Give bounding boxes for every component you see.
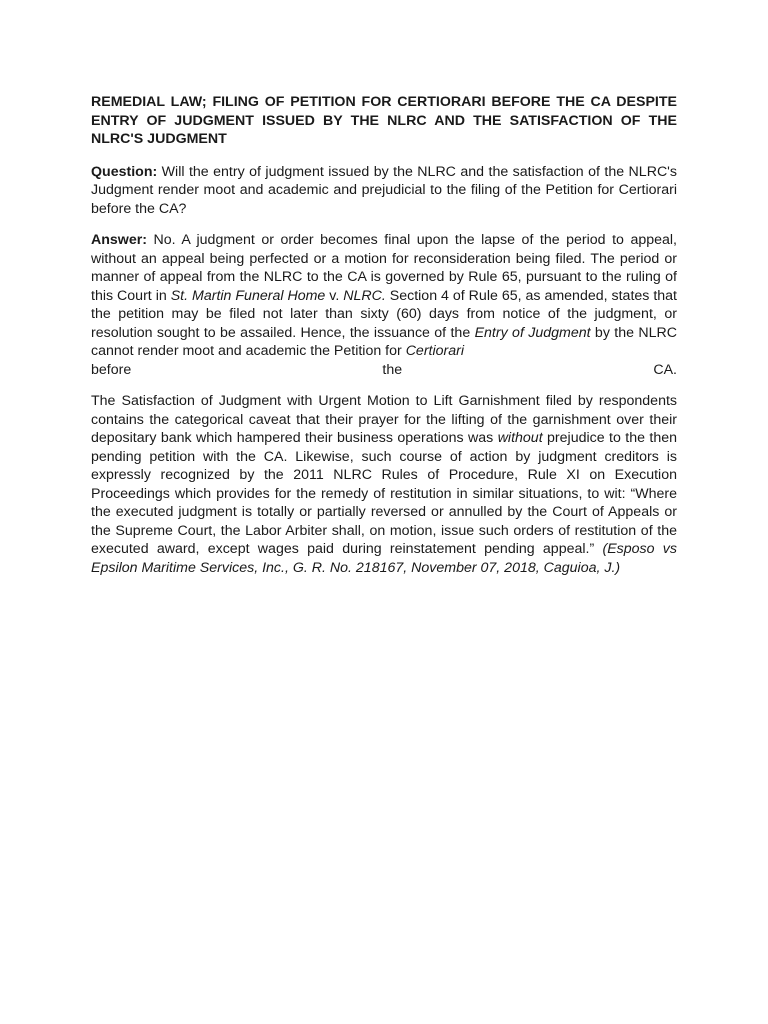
satisfaction-text-2: prejudice to the then pending petition with the CA. Likewise, such course of action by judgment creditors is expressly recognized by the 2011 NLRC Rules of Procedure, Rule XI on Execution Proceedings which provides for the remedy of restitution in similar situations, to wit: “Where the executed judgment is totally or partially reversed or annulled by the Court of Appeals or the Supreme Court, the Labor Arbiter shall, on motion, issue such orders of restitution of the executed award, except wages paid during reinstatement pending appeal.”	[91, 430, 677, 557]
case-name-nlrc: NLRC.	[343, 287, 386, 304]
answer-text-1: No. A judgment or order becomes final upon the lapse of the period to appeal, without an appeal being perfected or a motion for reconsideration being filed. The period or manner of appeal from the NLRC to the CA is governed by Rule 65, pursuant to the ruling of this Court in	[91, 232, 677, 304]
satisfaction-text-1: The Satisfaction of Judgment with Urgent Motion to Lift Garnishment filed by respondents contains the categorical caveat that their prayer for the lifting of the garnishment over their depositary bank which hampered their business operations was	[91, 393, 677, 446]
answer-paragraph	[91, 231, 677, 379]
last-line-word-1: before	[91, 361, 132, 378]
document-title: REMEDIAL LAW; FILING OF PETITION FOR CERTIORARI BEFORE THE CA DESPITE ENTRY OF JUDGMENT ISSUED BY THE NLRC AND THE SATISFACTION OF THE NLRC'S JUDGMENT	[91, 94, 677, 147]
without-term: without	[497, 430, 543, 446]
last-line-word-3: CA.	[653, 361, 677, 378]
document-page	[91, 93, 677, 590]
question-label: Question:	[91, 163, 158, 180]
case-name-st-martin: St. Martin Funeral Home	[170, 287, 326, 304]
case-citation: (Esposo vs Epsilon Maritime Services, Inc., G. R. No. 218167, November 07, 2018, Caguioa, J.)	[91, 541, 677, 576]
answer-text-v: v.	[325, 287, 344, 304]
question-paragraph	[91, 163, 677, 219]
answer-text-2: Section 4 of Rule 65, as amended, states that the petition may be filed not later than sixty (60) days from notice of the judgment, or resolution sought to be assailed. Hence, the issuance of the	[91, 287, 677, 341]
entry-of-judgment-term: Entry of Judgment	[474, 324, 591, 341]
last-line-word-2: the	[382, 361, 403, 378]
answer-label: Answer:	[91, 232, 147, 248]
answer-last-line	[91, 361, 677, 380]
satisfaction-paragraph	[91, 392, 677, 577]
question-text: Will the entry of judgment issued by the NLRC and the satisfaction of the NLRC's Judgment render moot and academic and prejudicial to the filing of the Petition for Certiorari before the CA?	[91, 163, 677, 217]
certiorari-term: Certiorari	[405, 343, 465, 359]
answer-text-3: by the NLRC cannot render moot and academic the Petition for	[91, 324, 677, 359]
